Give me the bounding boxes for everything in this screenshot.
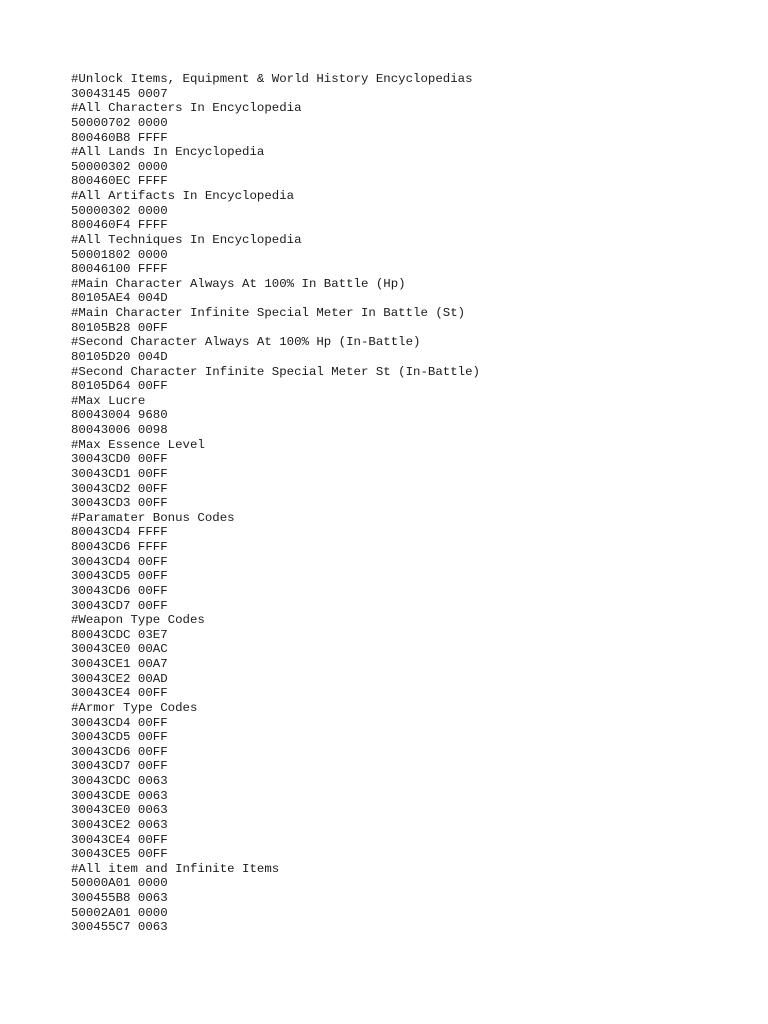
- code-line: 30043CE1 00A7: [71, 657, 168, 671]
- code-line: 30043CD1 00FF: [71, 466, 168, 481]
- code-line: 800460EC FFFF: [71, 174, 168, 189]
- code-section-heading: #Max Essence Level: [71, 437, 205, 452]
- code-section-heading: #Weapon Type Codes: [71, 613, 205, 628]
- code-line: 30043145 0007: [71, 86, 168, 101]
- code-line: 300455B8 0063: [71, 891, 168, 905]
- code-line: 80043CDC 03E7: [71, 627, 168, 642]
- code-line: 80105D20 004D: [71, 349, 168, 364]
- code-line: 300455C7 0063: [71, 920, 168, 935]
- code-line: 30043CD6 00FF: [71, 583, 168, 598]
- code-line: 30043CDC 0063: [71, 774, 168, 788]
- code-section-heading: #Max Lucre: [71, 393, 146, 408]
- code-line: 30043CE0 00AC: [71, 642, 168, 657]
- code-line: 30043CE5 00FF: [71, 847, 168, 862]
- code-section-heading: #Second Character Always At 100% Hp (In-Battle): [71, 335, 421, 350]
- code-line: 30043CDE 0063: [71, 788, 168, 803]
- code-line: 30043CD5 00FF: [71, 569, 168, 584]
- code-line: 80046100 FFFF: [71, 262, 168, 277]
- code-section-heading: #All Techniques In Encyclopedia: [71, 232, 302, 247]
- code-line: 80043004 9680: [71, 408, 168, 423]
- code-line: 30043CD3 00FF: [71, 496, 168, 511]
- code-section-heading: #Main Character Infinite Special Meter In Battle (St): [71, 306, 466, 320]
- code-line: 30043CE2 00AD: [71, 671, 168, 686]
- code-line: 30043CD4 00FF: [71, 715, 168, 730]
- code-line: 80105AE4 004D: [71, 291, 168, 306]
- code-line: 30043CD7 00FF: [71, 759, 168, 774]
- code-section-heading: #Armor Type Codes: [71, 700, 198, 715]
- code-line: 80043006 0098: [71, 423, 168, 437]
- code-line: 50001802 0000: [71, 247, 168, 262]
- code-line: 30043CD5 00FF: [71, 730, 168, 745]
- code-line: 80105D64 00FF: [71, 379, 168, 394]
- code-section-heading: #All Artifacts In Encyclopedia: [71, 189, 295, 203]
- code-line: 80043CD6 FFFF: [71, 540, 168, 554]
- code-line: 50002A01 0000: [71, 905, 168, 920]
- code-line: 30043CD0 00FF: [71, 452, 168, 467]
- code-section-heading: #Unlock Items, Equipment & World History Encyclopedias: [71, 72, 473, 86]
- code-line: 30043CD4 00FF: [71, 554, 168, 569]
- code-section-heading: #Paramater Bonus Codes: [71, 510, 235, 525]
- code-line: 50000302 0000: [71, 203, 168, 218]
- code-line: 30043CE4 00FF: [71, 686, 168, 701]
- code-listing: [71, 72, 480, 935]
- code-line: 30043CD2 00FF: [71, 481, 168, 496]
- code-line: 30043CE2 0063: [71, 817, 168, 832]
- code-line: 50000302 0000: [71, 159, 168, 174]
- code-section-heading: #Second Character Infinite Special Meter St (In-Battle): [71, 364, 480, 379]
- code-section-heading: #All item and Infinite Items: [71, 861, 280, 876]
- code-line: 50000A01 0000: [71, 876, 168, 891]
- code-line: 80105B28 00FF: [71, 320, 168, 335]
- code-section-heading: #All Characters In Encyclopedia: [71, 101, 302, 116]
- code-line: 30043CD7 00FF: [71, 598, 168, 613]
- code-line: 80043CD4 FFFF: [71, 525, 168, 540]
- code-line: 30043CD6 00FF: [71, 744, 168, 759]
- code-line: 800460B8 FFFF: [71, 130, 168, 145]
- code-section-heading: #Main Character Always At 100% In Battle (Hp): [71, 276, 406, 291]
- code-line: 50000702 0000: [71, 115, 168, 130]
- code-section-heading: #All Lands In Encyclopedia: [71, 145, 265, 160]
- code-line: 30043CE0 0063: [71, 803, 168, 818]
- code-line: 30043CE4 00FF: [71, 832, 168, 847]
- code-line: 800460F4 FFFF: [71, 218, 168, 233]
